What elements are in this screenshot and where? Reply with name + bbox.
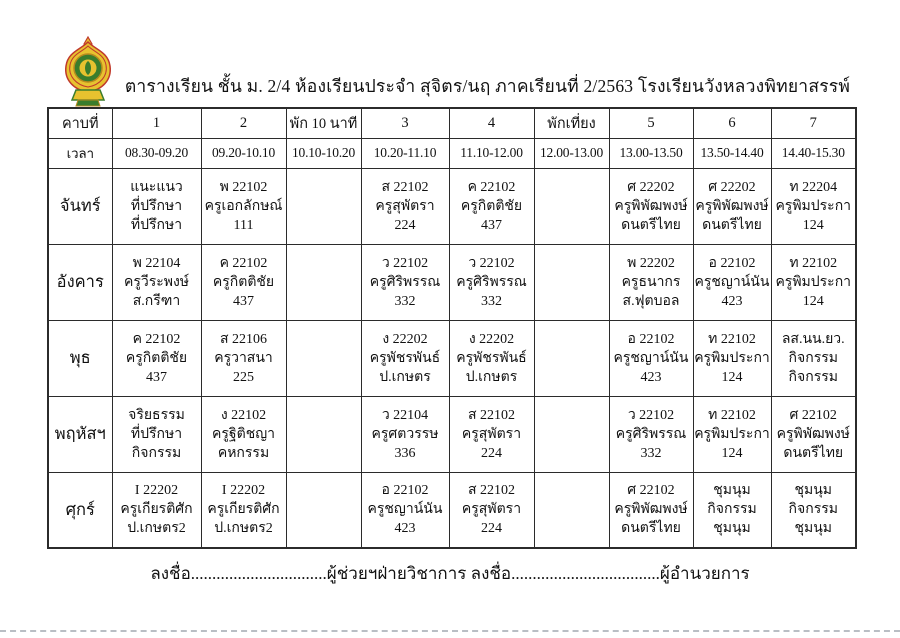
subject-line: แนะแนว xyxy=(130,179,183,195)
room-line: 124 xyxy=(802,217,824,233)
schedule-cell xyxy=(449,168,534,244)
schedule-cell xyxy=(609,396,693,472)
period-header-row xyxy=(48,108,856,138)
teacher-line: ครูศิริพรรณ xyxy=(369,274,441,290)
lunch-cell xyxy=(534,396,609,472)
room-line: ดนตรีไทย xyxy=(702,217,762,233)
teacher-line: กิจกรรม xyxy=(788,502,838,518)
teacher-line: ครูศิริพรรณ xyxy=(456,274,527,290)
time-slot: 12.00-13.00 xyxy=(534,138,609,168)
subject-line: ลส.นน.ยว. xyxy=(781,331,845,347)
schedule-cell xyxy=(112,320,201,396)
time-slot: 10.10-10.20 xyxy=(286,138,361,168)
room-line: 437 xyxy=(481,217,502,233)
teacher-line: ครูฐิติชญา xyxy=(212,426,275,442)
schedule-cell xyxy=(361,396,449,472)
schedule-cell xyxy=(693,320,771,396)
teacher-line: ครูพิพัฒพงษ์ xyxy=(614,198,688,214)
schedule-cell xyxy=(609,168,693,244)
room-line: ส.ฟุตบอล xyxy=(622,293,680,309)
day-label: พุธ xyxy=(48,320,112,396)
teacher-line: ที่ปรึกษา xyxy=(130,198,183,214)
schedule-cell xyxy=(771,168,856,244)
teacher-line: ครูสุพัตรา xyxy=(461,502,522,518)
room-line: กิจกรรม xyxy=(788,369,838,385)
schedule-cell xyxy=(771,244,856,320)
room-line: คหกรรม xyxy=(217,445,270,461)
schedule-cell xyxy=(201,244,286,320)
time-slot: 08.30-09.20 xyxy=(112,138,201,168)
teacher-line: ครูชญาน์นัน xyxy=(613,350,689,366)
room-line: 423 xyxy=(721,293,743,309)
teacher-line: ครูเอกลักษณ์ xyxy=(204,198,283,214)
lunch-cell xyxy=(534,244,609,320)
teacher-line: กิจกรรม xyxy=(707,502,757,518)
room-line: กิจกรรม xyxy=(131,445,182,461)
schedule-cell xyxy=(361,472,449,548)
schedule-cell xyxy=(449,472,534,548)
teacher-line: กิจกรรม xyxy=(788,350,838,366)
lunch-break-header: พักเที่ยง xyxy=(534,108,609,138)
room-line: 224 xyxy=(481,445,502,461)
teacher-line: ครูเกียรติศัก xyxy=(120,502,193,518)
subject-line: ว 22102 xyxy=(627,407,675,423)
schedule-cell xyxy=(771,396,856,472)
time-slot: 13.00-13.50 xyxy=(609,138,693,168)
teacher-line: ครูพิมประกา xyxy=(694,426,770,442)
subject-line: อ 22102 xyxy=(381,483,429,499)
room-line: 332 xyxy=(481,293,502,309)
schedule-cell xyxy=(449,244,534,320)
schedule-cell xyxy=(693,472,771,548)
room-line: 423 xyxy=(394,521,416,537)
subject-line: ศ 22102 xyxy=(789,407,837,423)
subject-line: ชุมนุม xyxy=(713,483,751,499)
subject-line: ส 22102 xyxy=(467,483,516,499)
subject-line: I 22202 xyxy=(134,483,179,499)
subject-line: พ 22104 xyxy=(132,255,181,271)
room-line: 111 xyxy=(233,217,254,233)
period-6-header: 6 xyxy=(693,108,771,138)
subject-line: ค 22102 xyxy=(132,331,181,347)
teacher-line: ครูศิริพรรณ xyxy=(615,426,687,442)
schedule-cell xyxy=(771,320,856,396)
schedule-cell xyxy=(112,472,201,548)
timetable xyxy=(47,107,857,549)
room-line: 423 xyxy=(640,369,662,385)
period-7-header: 7 xyxy=(771,108,856,138)
room-line: 124 xyxy=(721,369,743,385)
time-slot: 13.50-14.40 xyxy=(693,138,771,168)
teacher-line: ครูพิพัฒพงษ์ xyxy=(614,502,688,518)
schedule-cell xyxy=(201,396,286,472)
schedule-cell xyxy=(693,244,771,320)
teacher-line: ครูธนากร xyxy=(621,274,681,290)
teacher-line: ครูพิมประกา xyxy=(775,274,852,290)
lunch-cell xyxy=(534,168,609,244)
teacher-line: ครูกิตติชัย xyxy=(212,274,275,290)
subject-line: จริยธรรม xyxy=(128,407,185,423)
subject-line: ท 22102 xyxy=(708,331,756,347)
room-line: ที่ปรึกษา xyxy=(130,217,183,233)
subject-line: ง 22102 xyxy=(220,407,267,423)
wednesday-row xyxy=(48,320,856,396)
schedule-cell xyxy=(112,244,201,320)
teacher-line: ครูกิตติชัย xyxy=(460,198,523,214)
time-column-label: เวลา xyxy=(48,138,112,168)
break-cell xyxy=(286,244,361,320)
subject-line: ง 22202 xyxy=(382,331,428,347)
schedule-cell xyxy=(609,320,693,396)
room-line: ป.เกษตร2 xyxy=(127,521,186,537)
schedule-cell xyxy=(693,168,771,244)
subject-line: ค 22102 xyxy=(467,179,516,195)
teacher-line: ครูสุพัตรา xyxy=(375,198,435,214)
room-line: 332 xyxy=(394,293,416,309)
teacher-line: ครูศตวรรษ xyxy=(371,426,439,442)
period-2-header: 2 xyxy=(201,108,286,138)
room-line: 332 xyxy=(640,445,662,461)
teacher-line: ครูสุพัตรา xyxy=(461,426,522,442)
time-slot: 09.20-10.10 xyxy=(201,138,286,168)
period-5-header: 5 xyxy=(609,108,693,138)
short-break-header: พัก 10 นาที xyxy=(286,108,361,138)
teacher-line: ครูพิมประกา xyxy=(775,198,852,214)
schedule-cell xyxy=(201,320,286,396)
room-line: ป.เกษตร xyxy=(465,369,518,385)
teacher-line: ครูพิพัฒพงษ์ xyxy=(776,426,850,442)
subject-line: ศ 22202 xyxy=(708,179,756,195)
teacher-line: ครูพิพัฒพงษ์ xyxy=(695,198,769,214)
teacher-line: ครูเกียรติศัก xyxy=(207,502,280,518)
room-line: ชุมนุม xyxy=(713,521,751,537)
teacher-line: ครูวีระพงษ์ xyxy=(123,274,190,290)
teacher-line: ครูชญาน์นัน xyxy=(367,502,443,518)
subject-line: ว 22102 xyxy=(468,255,515,271)
subject-line: ส 22102 xyxy=(467,407,516,423)
page-title: ตารางเรียน ชั้น ม. 2/4 ห้องเรียนประจำ สุจิตร/นฤ ภาคเรียนที่ 2/2563 โรงเรียนวังหลวงพิทยาสรรพ์ xyxy=(124,76,851,96)
break-cell xyxy=(286,168,361,244)
signature-line: ลงชื่อ................................ผู้ช่วยฯฝ่ายวิชาการ ลงชื่อ...................................ผู้อำนวยการ xyxy=(150,564,750,583)
subject-line: อ 22102 xyxy=(627,331,675,347)
monday-row xyxy=(48,168,856,244)
subject-line: ส 22102 xyxy=(381,179,429,195)
room-line: ชุมนุม xyxy=(794,521,833,537)
time-slot: 14.40-15.30 xyxy=(771,138,856,168)
room-line: 437 xyxy=(146,369,167,385)
subject-line: ท 22102 xyxy=(708,407,756,423)
subject-line: พ 22202 xyxy=(627,255,675,271)
schedule-cell xyxy=(609,244,693,320)
period-3-header: 3 xyxy=(361,108,449,138)
room-line: ป.เกษตร xyxy=(379,369,431,385)
period-column-label: คาบที่ xyxy=(48,108,112,138)
schedule-cell xyxy=(449,320,534,396)
subject-line: ค 22102 xyxy=(219,255,268,271)
period-4-header: 4 xyxy=(449,108,534,138)
room-line: 336 xyxy=(394,445,416,461)
thursday-row xyxy=(48,396,856,472)
subject-line: ชุมนุม xyxy=(794,483,833,499)
period-1-header: 1 xyxy=(112,108,201,138)
time-header-row xyxy=(48,138,856,168)
schedule-cell xyxy=(771,472,856,548)
subject-line: ว 22104 xyxy=(381,407,429,423)
schedule-cell xyxy=(449,396,534,472)
teacher-line: ครูพัชรพันธ์ xyxy=(456,350,527,366)
subject-line: ท 22102 xyxy=(789,255,838,271)
schedule-cell xyxy=(693,396,771,472)
room-line: 437 xyxy=(233,293,254,309)
room-line: 224 xyxy=(481,521,502,537)
time-slot: 11.10-12.00 xyxy=(449,138,534,168)
subject-line: พ 22102 xyxy=(219,179,268,195)
break-cell xyxy=(286,396,361,472)
lunch-cell xyxy=(534,320,609,396)
schedule-cell xyxy=(112,168,201,244)
lunch-cell xyxy=(534,472,609,548)
subject-line: อ 22102 xyxy=(708,255,756,271)
schedule-cell xyxy=(361,168,449,244)
subject-line: I 22202 xyxy=(221,483,266,499)
room-line: ป.เกษตร2 xyxy=(214,521,273,537)
tuesday-row xyxy=(48,244,856,320)
day-label: จันทร์ xyxy=(48,168,112,244)
subject-line: ง 22202 xyxy=(468,331,515,347)
room-line: ดนตรีไทย xyxy=(783,445,844,461)
page-bottom-dashed-divider xyxy=(0,630,900,632)
day-label: ศุกร์ xyxy=(48,472,112,548)
day-label: อังคาร xyxy=(48,244,112,320)
teacher-line: ครูพัชรพันธ์ xyxy=(369,350,441,366)
room-line: 224 xyxy=(394,217,416,233)
room-line: ดนตรีไทย xyxy=(621,521,681,537)
break-cell xyxy=(286,320,361,396)
room-line: 124 xyxy=(802,293,824,309)
subject-line: ศ 22102 xyxy=(627,483,675,499)
schedule-cell xyxy=(361,244,449,320)
schedule-cell xyxy=(201,168,286,244)
teacher-line: ครูชญาน์นัน xyxy=(694,274,770,290)
subject-line: ท 22204 xyxy=(789,179,838,195)
time-slot: 10.20-11.10 xyxy=(361,138,449,168)
schedule-cell xyxy=(609,472,693,548)
day-label: พฤหัสฯ xyxy=(48,396,112,472)
teacher-line: ครูพิมประกา xyxy=(694,350,770,366)
subject-line: ศ 22202 xyxy=(627,179,675,195)
schedule-cell xyxy=(361,320,449,396)
friday-row xyxy=(48,472,856,548)
teacher-line: ครูวาสนา xyxy=(214,350,273,366)
teacher-line: ที่ปรึกษา xyxy=(130,426,183,442)
room-line: ดนตรีไทย xyxy=(621,217,681,233)
room-line: 124 xyxy=(721,445,743,461)
subject-line: ส 22106 xyxy=(219,331,268,347)
break-cell xyxy=(286,472,361,548)
room-line: ส.กรีฑา xyxy=(132,293,181,309)
schedule-cell xyxy=(112,396,201,472)
schedule-cell xyxy=(201,472,286,548)
teacher-line: ครูกิตติชัย xyxy=(125,350,188,366)
subject-line: ว 22102 xyxy=(381,255,429,271)
room-line: 225 xyxy=(233,369,254,385)
